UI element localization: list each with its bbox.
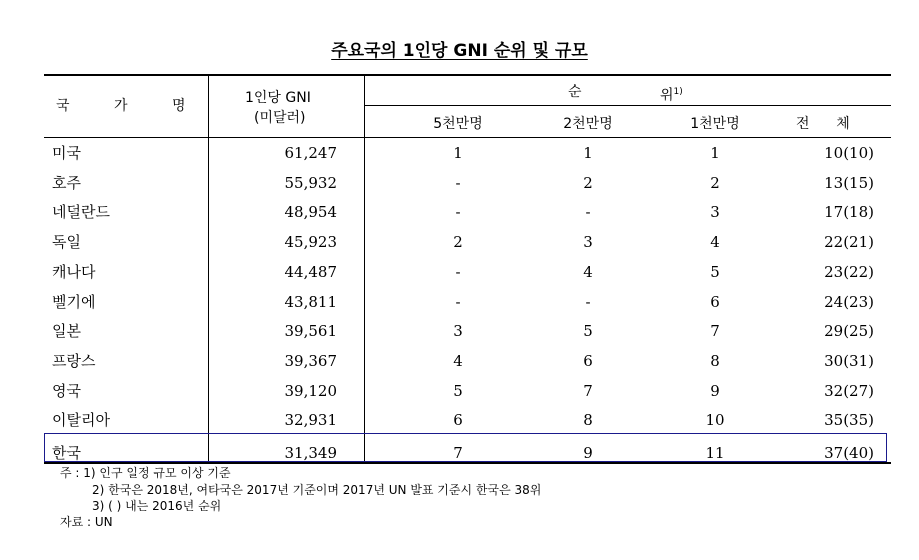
row-rank-5m: 5: [453, 382, 463, 400]
row-rank-1m: 6: [710, 293, 720, 311]
row-rank-2m: 5: [583, 322, 593, 340]
row-rank-2m: 6: [583, 352, 593, 370]
footnote-ref-1: 1): [673, 87, 683, 97]
row-rank-1m: 2: [710, 174, 720, 192]
row-rank-all: 10(10): [824, 144, 874, 162]
note-3: 3) ( ) 내는 2016년 순위: [92, 499, 222, 513]
row-country: 일본: [52, 322, 81, 340]
row-rank-2m: 3: [583, 233, 593, 251]
header-country: 국 가 명: [56, 98, 186, 114]
header-rank-group: 순: [568, 84, 582, 100]
header-rank-group-2: [660, 82, 683, 106]
row-rank-5m: 1: [453, 144, 463, 162]
row-rank-1m: 7: [710, 322, 720, 340]
row-gni: 39,120: [284, 382, 337, 400]
row-country: 영국: [52, 382, 81, 400]
row-rank-2m: -: [585, 293, 591, 311]
row-rank-1m: 11: [705, 444, 725, 462]
row-gni: 45,923: [284, 233, 337, 251]
bottom-rule: [44, 462, 891, 464]
row-country: 네덜란드: [52, 203, 110, 221]
header-col-2m: 2천만명: [563, 116, 613, 132]
row-gni: 32,931: [284, 411, 337, 429]
row-gni: 43,811: [284, 293, 337, 311]
row-country: 이탈리아: [52, 411, 110, 429]
row-rank-all: 30(31): [824, 352, 874, 370]
row-rank-all: 13(15): [824, 174, 874, 192]
row-country: 독일: [52, 233, 81, 251]
row-rank-1m: 1: [710, 144, 720, 162]
row-gni: 55,932: [284, 174, 337, 192]
row-rank-5m: 7: [453, 444, 463, 462]
row-country: 한국: [52, 444, 81, 462]
row-rank-all: 24(23): [824, 293, 874, 311]
row-rank-5m: -: [455, 174, 461, 192]
row-rank-2m: 8: [583, 411, 593, 429]
row-gni: 48,954: [284, 203, 337, 221]
row-rank-all: 37(40): [824, 444, 874, 462]
note-2: 2) 한국은 2018년, 여타국은 2017년 기준이며 2017년 UN 발표 기준시 한국은 38위: [92, 483, 542, 497]
note-1: 주 : 1) 인구 일정 규모 이상 기준: [60, 466, 231, 480]
row-country: 프랑스: [52, 352, 96, 370]
row-rank-2m: 9: [583, 444, 593, 462]
row-rank-1m: 9: [710, 382, 720, 400]
row-rank-5m: 6: [453, 411, 463, 429]
row-rank-1m: 5: [710, 263, 720, 281]
header-gni-line1: 1인당 GNI: [245, 90, 311, 106]
header-rank-text: 위: [660, 87, 674, 104]
row-rank-2m: -: [585, 203, 591, 221]
row-gni: 61,247: [284, 144, 337, 162]
row-rank-2m: 1: [583, 144, 593, 162]
row-rank-1m: 4: [710, 233, 720, 251]
row-rank-5m: -: [455, 203, 461, 221]
top-rule: [44, 74, 891, 76]
table-title: [0, 36, 919, 61]
row-rank-2m: 2: [583, 174, 593, 192]
row-rank-all: 35(35): [824, 411, 874, 429]
row-rank-all: 23(22): [824, 263, 874, 281]
row-rank-all: 17(18): [824, 203, 874, 221]
row-country: 캐나다: [52, 263, 96, 281]
header-col-5m: 5천만명: [433, 116, 483, 132]
korea-highlight-box: [44, 433, 887, 462]
row-gni: 44,487: [284, 263, 337, 281]
row-rank-1m: 10: [705, 411, 725, 429]
row-rank-5m: -: [455, 293, 461, 311]
row-rank-5m: -: [455, 263, 461, 281]
row-rank-5m: 2: [453, 233, 463, 251]
rank-subheader-rule: [364, 105, 891, 106]
source-note: 자료 : UN: [60, 515, 113, 529]
header-col-all: 전 체: [796, 116, 850, 132]
row-country: 호주: [52, 174, 81, 192]
header-bottom-rule: [44, 137, 891, 138]
row-gni: 39,367: [284, 352, 337, 370]
row-rank-2m: 7: [583, 382, 593, 400]
row-rank-5m: 4: [453, 352, 463, 370]
row-rank-1m: 3: [710, 203, 720, 221]
col-divider-gni: [364, 75, 365, 463]
row-country: 미국: [52, 144, 81, 162]
row-country: 벨기에: [52, 293, 96, 311]
header-col-1m: 1천만명: [690, 116, 740, 132]
row-rank-5m: 3: [453, 322, 463, 340]
row-rank-2m: 4: [583, 263, 593, 281]
row-gni: 31,349: [284, 444, 337, 462]
row-rank-all: 32(27): [824, 382, 874, 400]
table-title-text: 주요국의 1인당 GNI 순위 및 규모: [331, 41, 588, 61]
col-divider-country: [208, 75, 209, 463]
row-gni: 39,561: [284, 322, 337, 340]
row-rank-all: 22(21): [824, 233, 874, 251]
row-rank-1m: 8: [710, 352, 720, 370]
row-rank-all: 29(25): [824, 322, 874, 340]
header-gni-line2: (미달러): [254, 110, 306, 126]
